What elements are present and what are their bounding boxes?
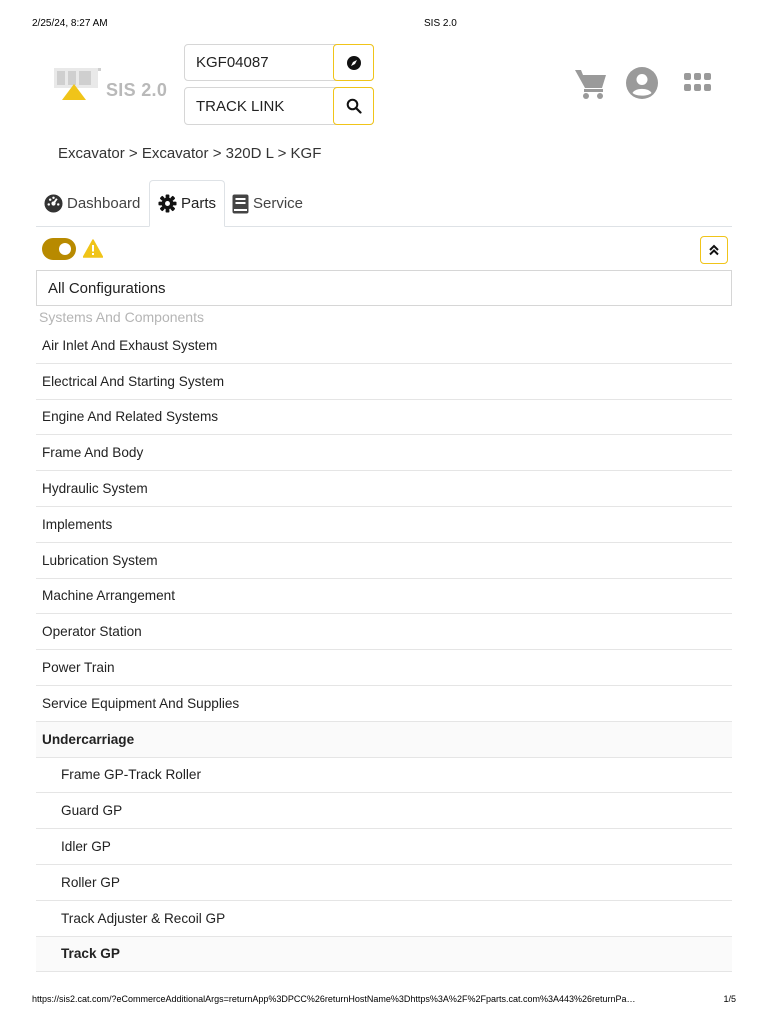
section-label: Systems And Components <box>39 309 204 325</box>
print-footer <box>32 994 736 1008</box>
print-page-number: 1/5 <box>723 994 736 1004</box>
list-item-label: Operator Station <box>42 624 142 640</box>
warning-icon[interactable] <box>83 239 103 258</box>
tab-parts[interactable] <box>149 180 225 227</box>
cat-sis-logo[interactable] <box>48 66 178 106</box>
sub-list-item-selected[interactable] <box>36 937 732 973</box>
list-item-label: Roller GP <box>61 874 120 890</box>
breadcrumb-item[interactable]: KGF <box>290 145 322 162</box>
list-item-label: Implements <box>42 516 113 532</box>
list-item-label: Electrical And Starting System <box>42 373 225 389</box>
cart-icon <box>573 67 609 101</box>
breadcrumb <box>58 145 321 162</box>
sub-list-item[interactable] <box>36 865 732 901</box>
print-header <box>32 18 736 32</box>
breadcrumb-item[interactable]: Excavator <box>141 145 209 162</box>
list-item-label: Frame And Body <box>42 445 144 461</box>
list-item[interactable] <box>36 507 732 543</box>
book-icon <box>232 194 249 214</box>
cat-logo-icon <box>48 66 104 102</box>
tab-label: Service <box>253 195 304 212</box>
filter-toggle[interactable] <box>42 238 76 260</box>
chevrons-up-icon <box>708 244 720 256</box>
tab-label: Parts <box>181 195 217 212</box>
breadcrumb-separator: > <box>128 145 142 162</box>
list-item-label: Lubrication System <box>42 552 158 568</box>
list-item-label: Idler GP <box>61 839 111 855</box>
user-menu-button[interactable] <box>625 66 659 100</box>
compass-icon <box>346 55 362 71</box>
cart-button[interactable] <box>572 66 610 102</box>
user-icon <box>626 67 658 99</box>
tab-label: Dashboard <box>67 195 141 212</box>
serial-number-field <box>184 44 374 81</box>
list-item[interactable] <box>36 435 732 471</box>
configuration-selector[interactable] <box>36 270 732 306</box>
breadcrumb-item[interactable]: Excavator <box>58 145 125 162</box>
list-item-label: Air Inlet And Exhaust System <box>42 337 218 353</box>
search-button[interactable] <box>333 87 374 125</box>
configuration-label: All Configurations <box>48 279 166 297</box>
apps-grid-icon <box>683 71 713 95</box>
list-item-expanded[interactable] <box>36 722 732 758</box>
list-item-label: Track GP <box>61 946 120 962</box>
list-item-label: Service Equipment And Supplies <box>42 695 240 711</box>
systems-list <box>36 328 732 972</box>
breadcrumb-separator: > <box>277 145 291 162</box>
dashboard-icon <box>44 194 63 213</box>
sub-list-item[interactable] <box>36 901 732 937</box>
tab-dashboard[interactable] <box>44 180 140 227</box>
apps-menu-button[interactable] <box>680 66 716 100</box>
serial-explore-button[interactable] <box>333 44 374 81</box>
list-item[interactable] <box>36 614 732 650</box>
header-actions <box>572 66 722 102</box>
list-item[interactable] <box>36 650 732 686</box>
parts-search-field <box>184 87 374 125</box>
breadcrumb-separator: > <box>212 145 226 162</box>
list-item-label: Engine And Related Systems <box>42 409 219 425</box>
list-item-label: Power Train <box>42 660 115 676</box>
list-item[interactable] <box>36 364 732 400</box>
list-item[interactable] <box>36 471 732 507</box>
list-item[interactable] <box>36 543 732 579</box>
print-title: SIS 2.0 <box>424 18 457 29</box>
toggle-knob <box>59 243 71 255</box>
print-url: https://sis2.cat.com/?eCommerceAdditionalArgs=returnApp%3DPCC%26returnHostName%3Dhttps%3A%2F%2Fparts.cat.com%3A443%26returnPa… <box>32 994 636 1004</box>
sub-list-item[interactable] <box>36 758 732 794</box>
search-icon <box>346 98 362 114</box>
list-item[interactable] <box>36 579 732 615</box>
gear-icon <box>158 194 177 213</box>
list-item-label: Track Adjuster & Recoil GP <box>61 910 226 926</box>
tab-service[interactable] <box>232 180 303 227</box>
main-tabs <box>36 180 732 227</box>
sub-list-item[interactable] <box>36 829 732 865</box>
parts-search-input[interactable] <box>185 88 335 124</box>
serial-number-input[interactable] <box>185 45 335 80</box>
list-item-label: Undercarriage <box>42 731 135 747</box>
collapse-all-button[interactable] <box>700 236 728 264</box>
list-item[interactable] <box>36 328 732 364</box>
print-date: 2/25/24, 8:27 AM <box>32 18 108 29</box>
list-item-label: Frame GP-Track Roller <box>61 767 201 783</box>
list-item-label: Hydraulic System <box>42 481 148 497</box>
list-item[interactable] <box>36 400 732 436</box>
list-item[interactable] <box>36 686 732 722</box>
list-item-label: Guard GP <box>61 803 123 819</box>
list-item-label: Machine Arrangement <box>42 588 175 604</box>
logo-text: SIS 2.0 <box>106 80 168 100</box>
sub-list-item[interactable] <box>36 793 732 829</box>
breadcrumb-item[interactable]: 320D L <box>225 145 274 162</box>
